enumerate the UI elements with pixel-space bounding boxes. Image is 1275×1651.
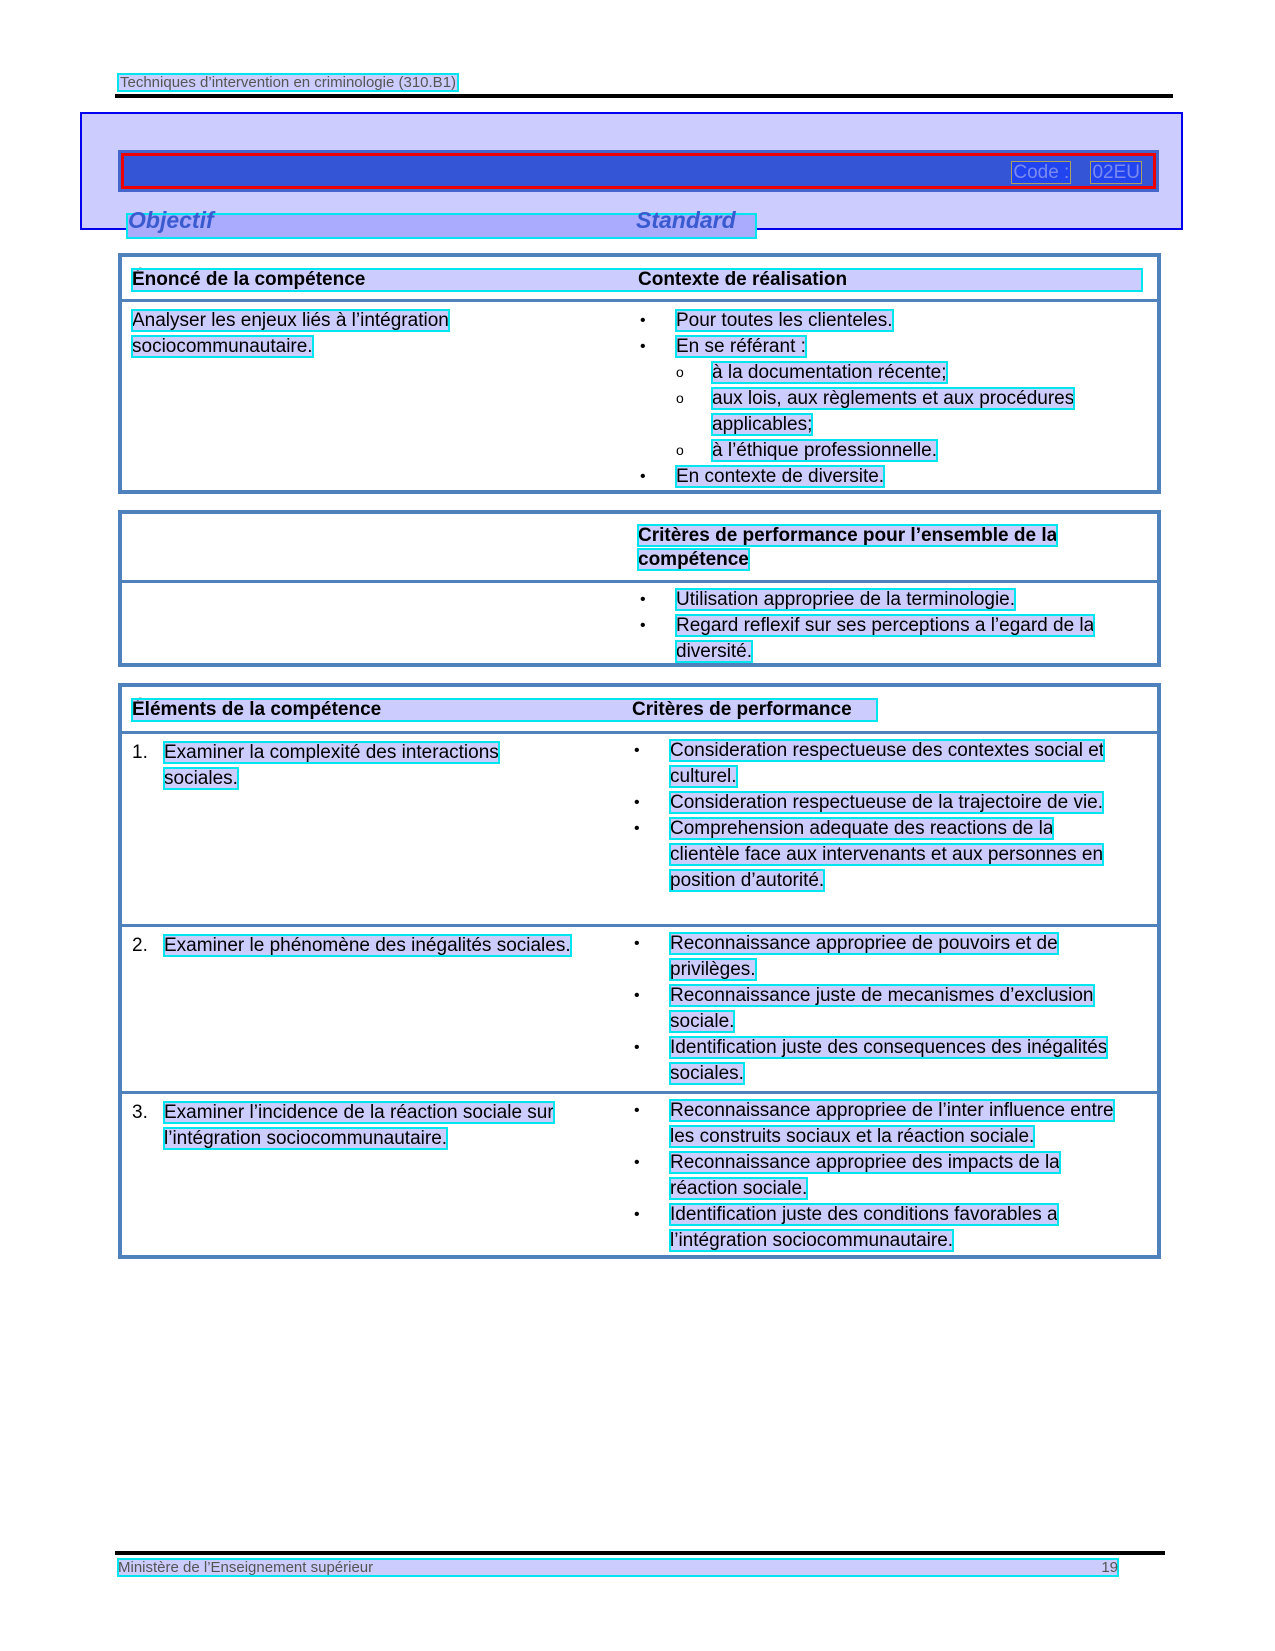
criteria-item-text: Consideration respectueuse de la trajectoire de vie. <box>670 792 1104 813</box>
criteria-item <box>632 1150 1122 1202</box>
criteria-header: Critères de performance <box>632 699 852 720</box>
criteria-item <box>632 931 1122 983</box>
competency-statement <box>132 308 482 360</box>
context-subitem <box>638 438 1118 464</box>
overall-criteria-list <box>638 587 1128 665</box>
criteria-item-text: Reconnaissance appropriee des impacts de la réaction sociale. <box>670 1152 1060 1199</box>
page-header <box>118 74 458 91</box>
context-subitem-text: aux lois, aux règlements et aux procédures applicables; <box>712 388 1075 435</box>
element-2-criteria <box>632 931 1122 1087</box>
criteria-item-text: Reconnaissance juste de mecanismes d’exclusion sociale. <box>670 985 1094 1032</box>
element-number: 2. <box>132 935 148 956</box>
element-3 <box>132 1100 604 1152</box>
element-3-criteria <box>632 1098 1122 1254</box>
element-number: 1. <box>132 742 148 763</box>
table1-body-row <box>122 302 1157 492</box>
criteria-item <box>638 613 1128 665</box>
criteria-item-text: Regard reflexif sur ses perceptions a l’egard de la diversité. <box>676 615 1095 662</box>
criteria-item <box>632 738 1122 790</box>
program-title: Techniques d’intervention en criminologie (310.B1) <box>120 74 457 91</box>
context-item-text: Pour toutes les clienteles. <box>676 310 893 331</box>
objective-label: Objectif <box>128 207 214 233</box>
context-header: Contexte de réalisation <box>638 269 848 290</box>
context-item-text: En se référant : <box>676 336 806 357</box>
criteria-item-text: Identification juste des conditions favorables a l’intégration sociocommunautaire. <box>670 1204 1058 1251</box>
element-text: Examiner l’incidence de la réaction sociale sur l’intégration sociocommunautaire. <box>164 1102 554 1149</box>
overall-criteria-table <box>118 510 1161 667</box>
elements-header: Éléments de la compétence <box>132 699 877 721</box>
statement-context-table <box>118 253 1161 494</box>
context-subitem <box>638 386 1118 438</box>
criteria-item <box>632 816 1122 894</box>
element-number: 3. <box>132 1102 148 1123</box>
element-row-2 <box>122 927 1157 1094</box>
context-item <box>638 308 1118 334</box>
criteria-item-text: Identification juste des consequences des inégalités sociales. <box>670 1037 1108 1084</box>
context-subitem-text: à la documentation récente; <box>712 362 947 383</box>
code-label: Code : <box>1013 162 1070 183</box>
criteria-item-text: Consideration respectueuse des contextes social et culturel. <box>670 740 1105 787</box>
elements-criteria-table <box>118 683 1161 1259</box>
table2-body-row <box>122 583 1157 663</box>
code-bar-inner <box>121 153 1156 189</box>
criteria-item-text: Reconnaissance appropriee de l’inter influence entre les construits sociaux et la réaction sociale. <box>670 1100 1114 1147</box>
element-row-1 <box>122 734 1157 927</box>
footer-rule <box>115 1551 1165 1555</box>
code-value: 02EU <box>1092 162 1140 183</box>
context-subitem <box>638 360 1118 386</box>
context-item-text: En contexte de diversite. <box>676 466 885 487</box>
criteria-item <box>632 1202 1122 1254</box>
overall-criteria-header <box>638 524 1098 572</box>
table1-header-row <box>122 257 1157 302</box>
criteria-item <box>632 790 1122 816</box>
criteria-item <box>638 587 1128 613</box>
overall-criteria-header-text: Critères de performance pour l’ensemble de la compétence <box>638 525 1058 570</box>
element-1-criteria <box>632 738 1122 894</box>
statement-header: Énoncé de la compétence <box>132 269 1142 291</box>
page-footer <box>118 1559 1118 1576</box>
table2-header-row <box>122 514 1157 583</box>
competency-code-bar <box>118 150 1159 192</box>
criteria-item <box>632 1035 1122 1087</box>
header-rule <box>115 94 1173 98</box>
element-2 <box>132 933 654 959</box>
criteria-item-text: Comprehension adequate des reactions de la clientèle face aux intervenants et aux personnes en position d’autorité. <box>670 818 1104 891</box>
standard-label: Standard <box>636 207 736 233</box>
footer-ministry: Ministère de l’Enseignement supérieur <box>118 1559 374 1576</box>
element-text: Examiner le phénomène des inégalités sociales. <box>164 935 571 956</box>
statement-text: Analyser les enjeux liés à l’intégration sociocommunautaire. <box>132 310 449 357</box>
context-item <box>638 464 1118 490</box>
table3-header-row <box>122 687 1157 734</box>
element-row-3 <box>122 1094 1157 1258</box>
criteria-item-text: Utilisation appropriee de la terminologie. <box>676 589 1016 610</box>
element-text: Examiner la complexité des interactions sociales. <box>164 742 499 789</box>
criteria-item-text: Reconnaissance appropriee de pouvoirs et de privilèges. <box>670 933 1058 980</box>
element-1 <box>132 740 574 792</box>
criteria-item <box>632 1098 1122 1150</box>
context-subitem-text: à l’éthique professionnelle. <box>712 440 937 461</box>
page-number: 19 <box>1101 1559 1118 1576</box>
code-text <box>1012 162 1141 184</box>
context-list <box>638 308 1118 490</box>
criteria-item <box>632 983 1122 1035</box>
context-item <box>638 334 1118 360</box>
